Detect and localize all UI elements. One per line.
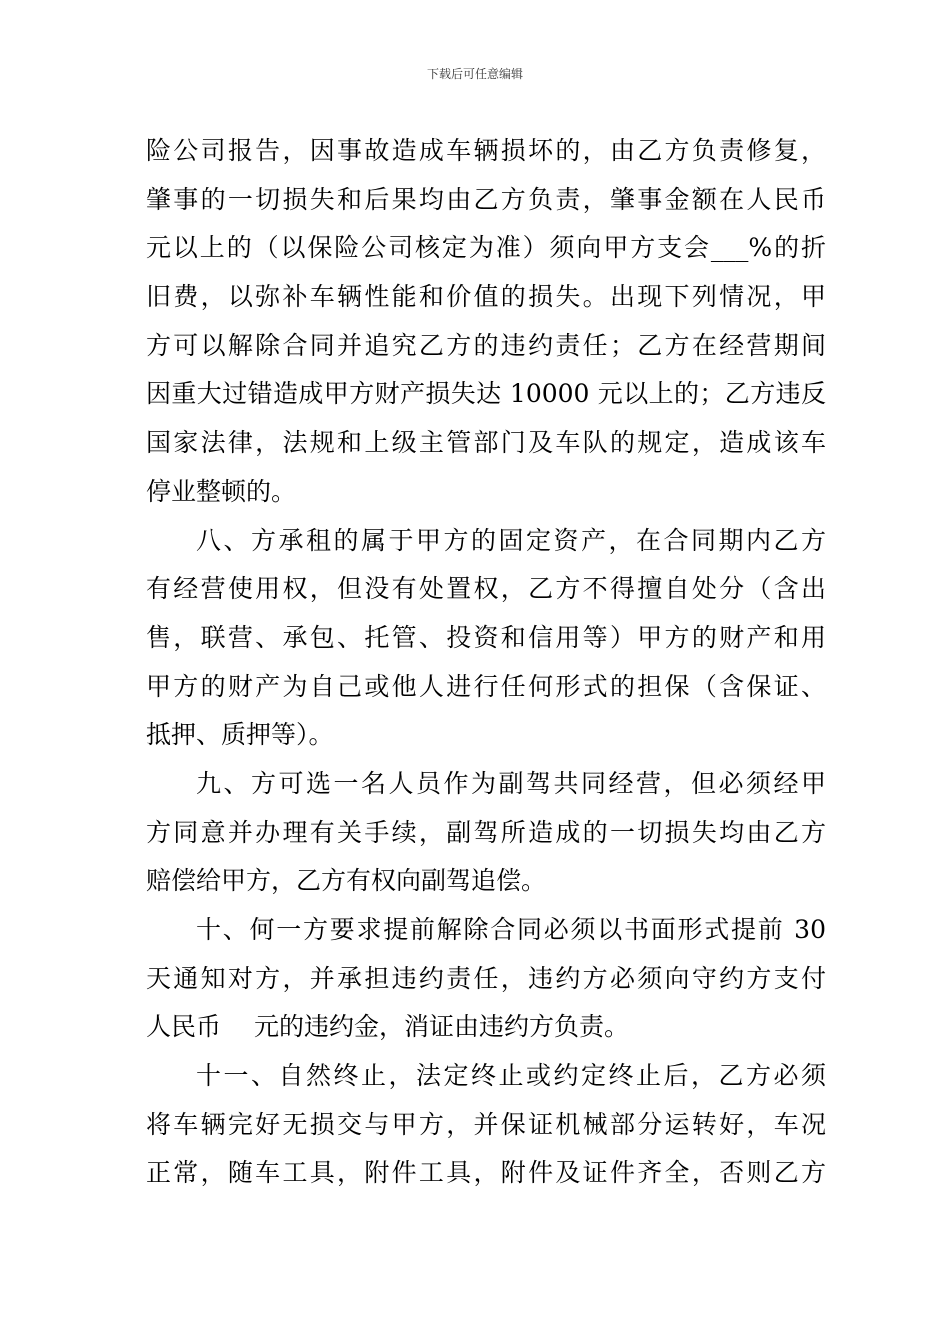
- paragraph-start-line: 十、何一方要求提前解除合同必须以书面形式提前 30: [196, 915, 826, 944]
- text-line: 因重大过错造成甲方财产损失达 10000 元以上的；乙方违反: [146, 379, 826, 409]
- text-line: 抵押、质押等）。: [146, 720, 334, 750]
- text-line: 将车辆完好无损交与甲方，并保证机械部分运转好，车况: [146, 1109, 826, 1139]
- text-line: 方同意并办理有关手续，副驾所造成的一切损失均由乙方: [146, 817, 826, 847]
- paragraph-start-line: 八、方承租的属于甲方的固定资产，在合同期内乙方: [196, 525, 826, 555]
- text-line: 天通知对方，并承担违约责任，违约方必须向守约方支付: [146, 963, 826, 993]
- text-line: 赔偿给甲方，乙方有权向副驾追偿。: [146, 866, 547, 896]
- page-header: 下载后可任意编辑: [426, 67, 523, 81]
- text-line: 肇事的一切损失和后果均由乙方负责，肇事金额在人民币: [146, 184, 826, 214]
- paragraph-start-line: 九、方可选一名人员作为副驾共同经营，但必须经甲: [196, 768, 826, 798]
- text-line: 国家法律，法规和上级主管部门及车队的规定，造成该车: [146, 428, 826, 458]
- text-line: 正常，随车工具，附件工具，附件及证件齐全，否则乙方: [146, 1158, 826, 1188]
- text-line: 方可以解除合同并追究乙方的违约责任；乙方在经营期间: [146, 330, 826, 360]
- text-line: 有经营使用权，但没有处置权，乙方不得擅自处分（含出: [146, 574, 826, 604]
- text-line: 停业整顿的。: [146, 476, 297, 506]
- text-line: 险公司报告，因事故造成车辆损坏的，由乙方负责修复，: [146, 136, 826, 165]
- document-body: [146, 127, 826, 1198]
- text-line: 售，联营、承包、托管、投资和信用等）甲方的财产和用: [146, 622, 826, 652]
- text-line: 元以上的（以保险公司核定为准）须向甲方支会___%的折: [146, 233, 826, 263]
- paragraph-start-line: 十一、自然终止，法定终止或约定终止后，乙方必须: [196, 1061, 826, 1091]
- text-line: 甲方的财产为自己或他人进行任何形式的担保（含保证、: [146, 671, 826, 701]
- text-line: 旧费，以弥补车辆性能和价值的损失。出现下列情况，甲: [146, 282, 826, 312]
- text-line: 人民币 元的违约金，消证由违约方负责。: [146, 1012, 629, 1042]
